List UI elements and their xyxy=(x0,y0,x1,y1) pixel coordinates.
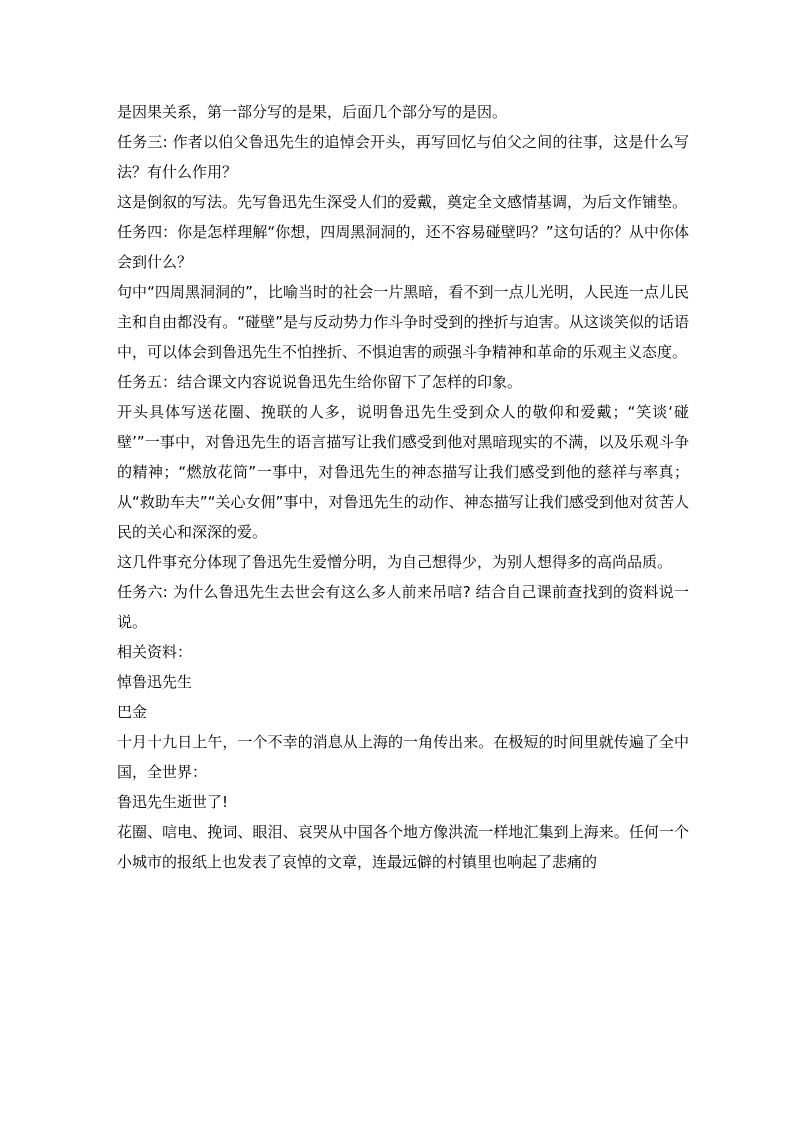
document-body xyxy=(117,97,689,877)
paragraph-task-three-answer: 这是倒叙的写法。先写鲁迅先生深受人们的爱戴，奠定全文感情基调，为后文作铺垫。 xyxy=(117,193,688,211)
paragraph-task-six-question: 任务六: 为什么鲁迅先生去世会有这么多人前来吊唁? 结合自己课前查找到的资料说一说。 xyxy=(117,583,689,631)
paragraph-task-four-answer: 句中“四周黑洞洞的”，比喻当时的社会一片黑暗，看不到一点儿光明，人民连一点儿民主和自由都没有。“碰壁”是与反动势力作斗争时受到的挫折与迫害。从这谈笑似的话语中，可以体会到鲁迅先生不怕挫折、不惧迫害的顽强斗争精神和革命的乐观主义态度。 xyxy=(117,283,689,361)
article-title: 悼鲁迅先生 xyxy=(117,673,193,691)
paragraph-related-materials: 相关资料： xyxy=(117,643,193,661)
paragraph-task-five-summary: 这几件事充分体现了鲁迅先生爱憎分明，为自己想得少，为别人想得多的高尚品质。 xyxy=(117,553,673,571)
paragraph-task-four-question: 任务四：你是怎样理解“你想，四周黑洞洞的，还不容易碰壁吗？”这句话的？从中你体会到什么？ xyxy=(117,223,689,271)
paragraph-task-three-question: 任务三: 作者以伯父鲁迅先生的追悼会开头，再写回忆与伯父之间的往事，这是什么写法？有什么作用？ xyxy=(117,133,689,181)
article-paragraph-mourning: 花圈、唁电、挽词、眼泪、哀哭从中国各个地方像洪流一样地汇集到上海来。任何一个小城市的报纸上也发表了哀悼的文章，连最远僻的村镇里也响起了悲痛的 xyxy=(117,823,689,871)
article-author: 巴金 xyxy=(117,703,148,721)
paragraph-task-five-question: 任务五：结合课文内容说说鲁迅先生给你留下了怎样的印象。 xyxy=(117,373,523,391)
paragraph-task-five-answer: 开头具体写送花圈、挽联的人多，说明鲁迅先生受到众人的敬仰和爱戴；“笑谈‘碰壁’”一事中，对鲁迅先生的语言描写让我们感受到他对黑暗现实的不满，以及乐观斗争的精神；“燃放花筒”一事中，对鲁迅先生的神态描写让我们感受到他的慈祥与率真；从“救助车夫”“关心女佣”事中，对鲁迅先生的动作、神态描写让我们感受到他对贫苦人民的关心和深深的爱。 xyxy=(117,403,689,541)
paragraph-cause-effect: 是因果关系，第一部分写的是果，后面几个部分写的是因。 xyxy=(117,103,508,121)
article-paragraph-news: 十月十九日上午，一个不幸的消息从上海的一角传出来。在极短的时间里就传遍了全中国，全世界： xyxy=(117,733,689,781)
article-paragraph-announcement: 鲁迅先生逝世了! xyxy=(117,793,229,811)
